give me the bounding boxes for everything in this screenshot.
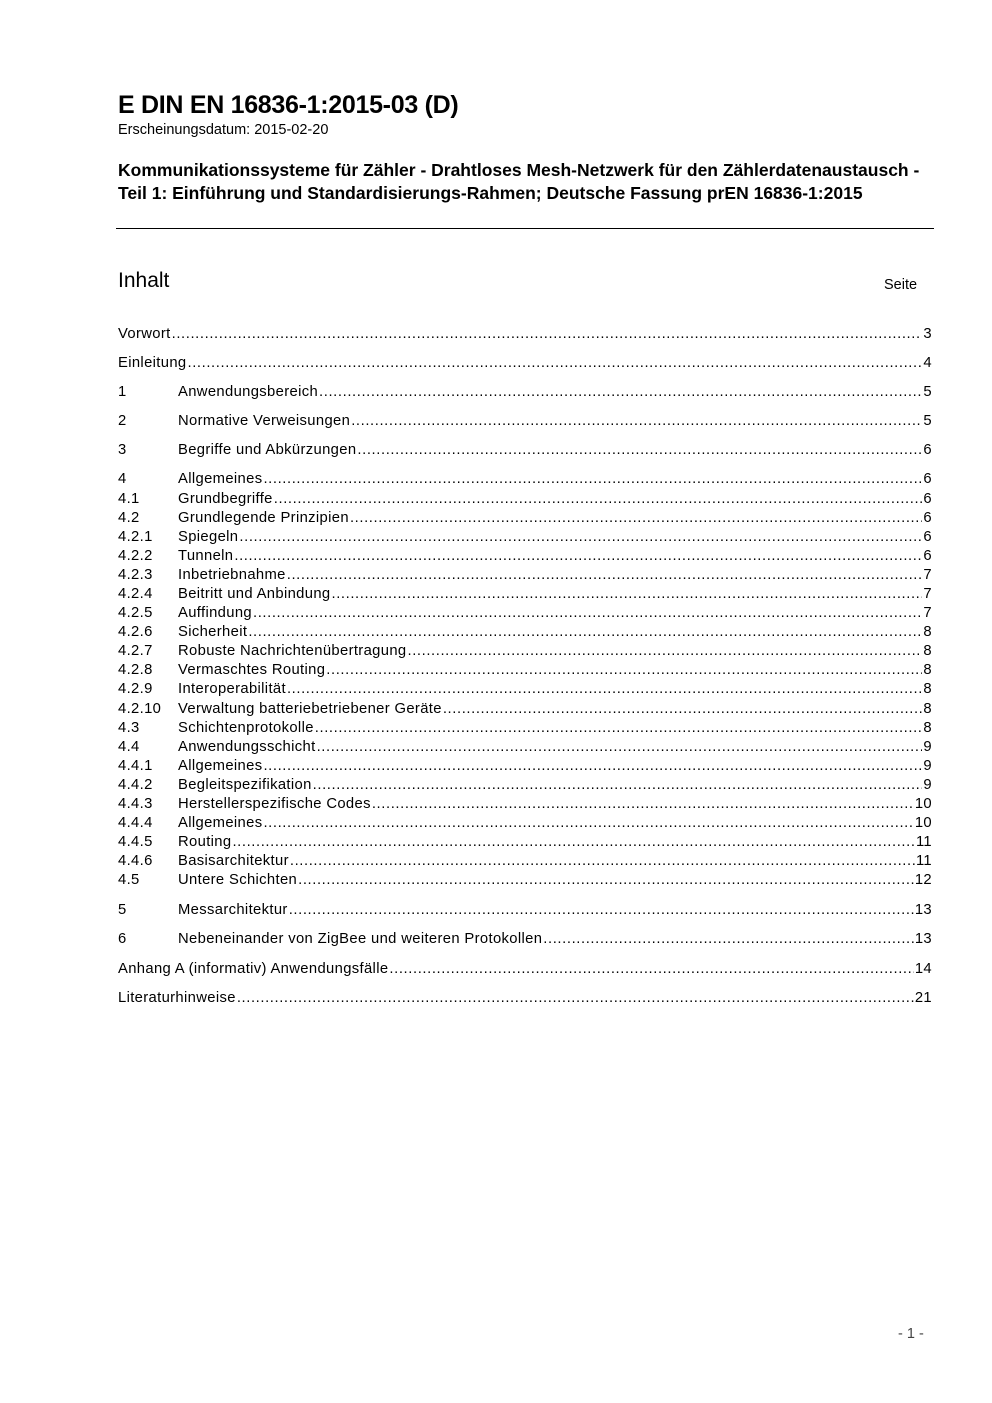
toc-dot-leader xyxy=(263,814,913,833)
toc-dot-leader xyxy=(407,642,922,661)
toc-dot-leader xyxy=(239,528,922,547)
toc-entry-title: Anwendungsbereich xyxy=(178,384,319,400)
toc-entry-page: 3 xyxy=(923,326,932,342)
toc-dot-leader xyxy=(253,604,922,623)
title-divider xyxy=(116,228,934,229)
toc-entry-title: Verwaltung batteriebetriebener Geräte xyxy=(178,701,442,717)
toc-entry-number: 4.4.5 xyxy=(118,834,153,850)
toc-entry[interactable] xyxy=(118,852,932,871)
toc-entry-title: Robuste Nachrichtenübertragung xyxy=(178,643,407,659)
toc-entry-number: 4 xyxy=(118,471,127,487)
toc-dot-leader xyxy=(319,383,922,402)
toc-dot-leader xyxy=(351,412,922,431)
toc-entry[interactable] xyxy=(118,490,932,509)
toc-entry[interactable] xyxy=(118,960,932,979)
toc-entry-number: 4.2.6 xyxy=(118,624,153,640)
toc-entry-number: 3 xyxy=(118,442,127,458)
toc-entry[interactable] xyxy=(118,661,932,680)
toc-entry-page: 9 xyxy=(923,758,932,774)
toc-dot-leader xyxy=(188,354,923,373)
toc-entry-title: Schichtenprotokolle xyxy=(178,720,314,736)
toc-entry[interactable] xyxy=(118,547,932,566)
toc-entry-page: 6 xyxy=(923,529,932,545)
toc-entry-page: 8 xyxy=(923,681,932,697)
toc-dot-leader xyxy=(290,852,915,871)
toc-entry-number: 6 xyxy=(118,931,127,947)
toc-dot-leader xyxy=(389,960,913,979)
toc-entry-page: 6 xyxy=(923,442,932,458)
toc-entry[interactable] xyxy=(118,700,932,719)
toc-entry-title: Untere Schichten xyxy=(178,872,298,888)
toc-entry[interactable] xyxy=(118,833,932,852)
toc-entry[interactable] xyxy=(118,412,932,431)
toc-dot-leader xyxy=(317,738,923,757)
toc-entry-number: 4.4.4 xyxy=(118,815,153,831)
toc-entry[interactable] xyxy=(118,325,932,344)
toc-entry[interactable] xyxy=(118,871,932,890)
toc-entry-number: 4.4.6 xyxy=(118,853,153,869)
toc-dot-leader xyxy=(289,901,914,920)
toc-entry-page: 5 xyxy=(923,413,932,429)
toc-entry-number: 4.4.3 xyxy=(118,796,153,812)
footer-page-number: - 1 - xyxy=(898,1326,924,1342)
toc-entry-page: 8 xyxy=(923,624,932,640)
toc-dot-leader xyxy=(172,325,923,344)
toc-entry[interactable] xyxy=(118,566,932,585)
toc-entry[interactable] xyxy=(118,383,932,402)
toc-entry-page: 8 xyxy=(923,701,932,717)
toc-entry[interactable] xyxy=(118,738,932,757)
toc-entry[interactable] xyxy=(118,795,932,814)
toc-dot-leader xyxy=(287,680,922,699)
toc-entry-title: Allgemeines xyxy=(178,815,263,831)
toc-dot-leader xyxy=(543,930,914,949)
toc-dot-leader xyxy=(287,566,923,585)
toc-entry-number: 4.2.2 xyxy=(118,548,153,564)
toc-entry-number: 4.4.2 xyxy=(118,777,153,793)
toc-entry-number: 2 xyxy=(118,413,127,429)
toc-entry-title: Begleitspezifikation xyxy=(178,777,312,793)
toc-dot-leader xyxy=(274,490,923,509)
toc-entry-page: 11 xyxy=(915,834,932,850)
toc-entry-page: 7 xyxy=(923,605,932,621)
toc-entry[interactable] xyxy=(118,757,932,776)
toc-entry[interactable] xyxy=(118,528,932,547)
toc-entry-number: 4.4 xyxy=(118,739,140,755)
toc-entry-title: Inbetriebnahme xyxy=(178,567,286,583)
toc-entry-title: Normative Verweisungen xyxy=(178,413,351,429)
toc-entry[interactable] xyxy=(118,441,932,460)
toc-entry-title: Vermaschtes Routing xyxy=(178,662,326,678)
toc-entry-title: Begriffe und Abkürzungen xyxy=(178,442,357,458)
document-subject: Kommunikationssysteme für Zähler - Drahtloses Mesh-Netzwerk für den Zählerdatenaustausch - Teil 1: Einführung und Standardisierungs-Rahmen; Deutsche Fassung prEN 16836-1:2015 xyxy=(118,160,920,203)
toc-dot-leader xyxy=(443,700,923,719)
toc-entry-number: 1 xyxy=(118,384,127,400)
toc-entry-page: 6 xyxy=(923,491,932,507)
toc-entry[interactable] xyxy=(118,642,932,661)
toc-entry[interactable] xyxy=(118,585,932,604)
toc-entry-number: 4.2.3 xyxy=(118,567,153,583)
toc-entry[interactable] xyxy=(118,814,932,833)
toc-entry-page: 9 xyxy=(923,739,932,755)
toc-dot-leader xyxy=(298,871,914,890)
toc-entry-number: 4.2.10 xyxy=(118,701,162,717)
toc-entry-title: Grundlegende Prinzipien xyxy=(178,510,349,526)
toc-entry-title: Basisarchitektur xyxy=(178,853,289,869)
publication-date: Erscheinungsdatum: 2015-02-20 xyxy=(118,122,329,138)
toc-entry[interactable] xyxy=(118,989,932,1008)
toc-entry-page: 5 xyxy=(923,384,932,400)
toc-entry-title: Allgemeines xyxy=(178,758,263,774)
toc-entry-title: Auffindung xyxy=(178,605,252,621)
toc-dot-leader xyxy=(357,441,922,460)
toc-entry-page: 7 xyxy=(923,567,932,583)
toc-entry-number: 4.2.5 xyxy=(118,605,153,621)
toc-entry-page: 12 xyxy=(914,872,932,888)
toc-dot-leader xyxy=(326,661,922,680)
toc-dot-leader xyxy=(232,833,914,852)
toc-entry[interactable] xyxy=(118,509,932,528)
toc-entry-title: Anwendungsschicht xyxy=(178,739,316,755)
toc-entry-page: 8 xyxy=(923,662,932,678)
toc-entry-page: 8 xyxy=(923,643,932,659)
toc-entry-page: 11 xyxy=(915,853,932,869)
toc-entry[interactable] xyxy=(118,623,932,642)
toc-dot-leader xyxy=(263,757,922,776)
toc-entry-number: 4.4.1 xyxy=(118,758,153,774)
toc-entry[interactable] xyxy=(118,901,932,920)
toc-entry-title: Grundbegriffe xyxy=(178,491,273,507)
toc-entry-page: 13 xyxy=(914,931,932,947)
toc-entry-title: Nebeneinander von ZigBee und weiteren Protokollen xyxy=(178,931,543,947)
toc-dot-leader xyxy=(263,470,922,489)
toc-entry-number: 4.5 xyxy=(118,872,140,888)
toc-entry-title: Herstellerspezifische Codes xyxy=(178,796,371,812)
toc-dot-leader xyxy=(237,989,914,1008)
toc-entry-page: 7 xyxy=(923,586,932,602)
toc-entry-title: Einleitung xyxy=(118,355,187,371)
toc-dot-leader xyxy=(332,585,923,604)
toc-entry-number: 4.2.7 xyxy=(118,643,153,659)
toc-entry-title: Vorwort xyxy=(118,326,171,342)
toc-entry-page: 21 xyxy=(914,990,932,1006)
toc-entry-page: 14 xyxy=(914,961,932,977)
toc-dot-leader xyxy=(234,547,922,566)
toc-entry-number: 4.2.8 xyxy=(118,662,153,678)
toc-page-column-label: Seite xyxy=(884,277,918,293)
toc-entry-number: 5 xyxy=(118,902,127,918)
document-title: E DIN EN 16836-1:2015-03 (D) xyxy=(118,91,459,119)
toc-dot-leader xyxy=(248,623,922,642)
toc-entry-number: 4.2.4 xyxy=(118,586,153,602)
toc-entry-number: 4.1 xyxy=(118,491,140,507)
toc-dot-leader xyxy=(350,509,922,528)
toc-entry-page: 13 xyxy=(914,902,932,918)
toc-entry-page: 6 xyxy=(923,548,932,564)
toc-entry-title: Interoperabilität xyxy=(178,681,286,697)
toc-entry[interactable] xyxy=(118,354,932,373)
toc-entry-number: 4.2.1 xyxy=(118,529,153,545)
toc-entry-title: Allgemeines xyxy=(178,471,263,487)
toc-entry[interactable] xyxy=(118,930,932,949)
toc-entry-title: Beitritt und Anbindung xyxy=(178,586,331,602)
toc-entry-page: 9 xyxy=(923,777,932,793)
toc-entry-number: 4.2.9 xyxy=(118,681,153,697)
toc-entry-title: Sicherheit xyxy=(178,624,248,640)
toc-entry-title: Literaturhinweise xyxy=(118,990,236,1006)
toc-entry[interactable] xyxy=(118,604,932,623)
toc-entry-title: Spiegeln xyxy=(178,529,239,545)
toc-entry-title: Tunneln xyxy=(178,548,234,564)
toc-dot-leader xyxy=(372,795,914,814)
toc-entry-title: Messarchitektur xyxy=(178,902,288,918)
toc-entry[interactable] xyxy=(118,680,932,699)
toc-entry-page: 10 xyxy=(914,796,932,812)
toc-entry-title: Routing xyxy=(178,834,232,850)
toc-entry-page: 6 xyxy=(923,510,932,526)
toc-entry-page: 10 xyxy=(914,815,932,831)
toc-entry-page: 8 xyxy=(923,720,932,736)
toc-entry[interactable] xyxy=(118,470,932,489)
toc-entry-number: 4.2 xyxy=(118,510,140,526)
toc-heading: Inhalt xyxy=(118,269,170,292)
toc-entry-number: 4.3 xyxy=(118,720,140,736)
toc-entry-page: 6 xyxy=(923,471,932,487)
toc-entry[interactable] xyxy=(118,719,932,738)
toc-entry[interactable] xyxy=(118,776,932,795)
toc-dot-leader xyxy=(313,776,923,795)
toc-entry-page: 4 xyxy=(923,355,932,371)
toc-entry-title: Anhang A (informativ) Anwendungsfälle xyxy=(118,961,389,977)
toc-dot-leader xyxy=(315,719,923,738)
